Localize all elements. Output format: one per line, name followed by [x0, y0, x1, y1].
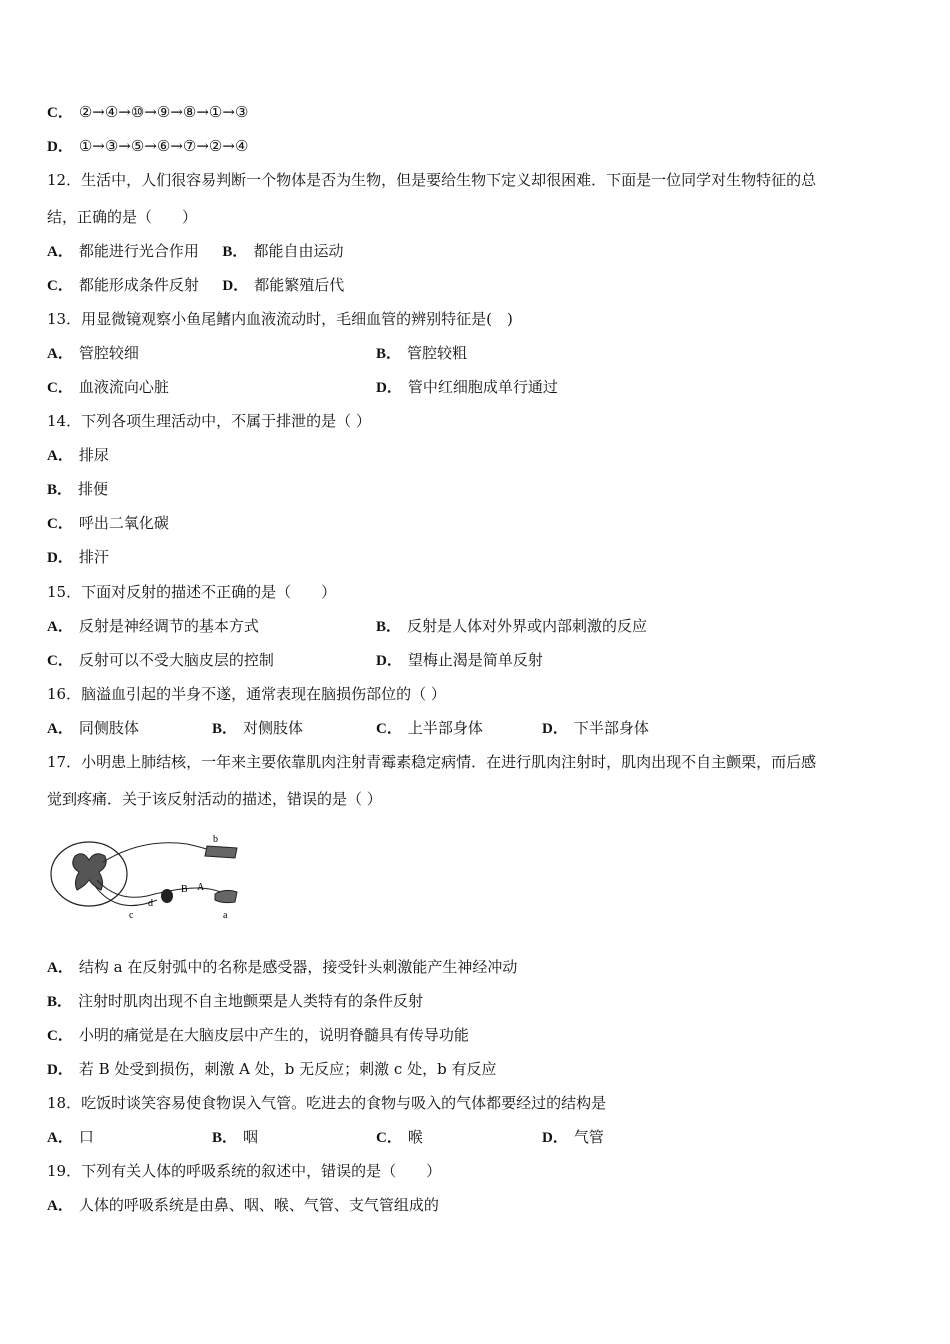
option-c: C． 上半部身体	[376, 719, 483, 737]
option-a-text: 都能进行光合作用	[78, 242, 199, 260]
question-14-stem: 14．下列各项生理活动中，不属于排泄的是（ ）	[47, 412, 371, 430]
option-a: A． 人体的呼吸系统是由鼻、咽、喉、气管、支气管组成的	[47, 1196, 439, 1214]
option-d: D． 下半部身体	[542, 719, 649, 737]
afferent-nerve	[97, 880, 225, 897]
question-17-stem-cont: 觉到疼痛．关于该反射活动的描述，错误的是（ ）	[47, 790, 382, 808]
option-a: A． 口	[47, 1128, 94, 1146]
option-a: A． 反射是神经调节的基本方式	[47, 617, 259, 635]
label-A: A	[197, 882, 205, 893]
label-c: c	[129, 910, 134, 921]
option-d: D． 排汗	[47, 548, 109, 566]
question-13-stem: 13．用显微镜观察小鱼尾鳍内血液流动时，毛细血管的辨别特征是( )	[47, 310, 513, 328]
option-d-text: 都能繁殖后代	[254, 276, 345, 294]
label-a: a	[223, 910, 228, 921]
label-d: d	[148, 898, 153, 909]
question-18-stem: 18．吃饭时谈笑容易使食物误入气管。吃进去的食物与吸入的气体都要经过的结构是	[47, 1094, 607, 1112]
option-a: A． 同侧肢体	[47, 719, 139, 737]
option-c: C． ②→④→⑩→⑨→⑧→①→③	[47, 103, 249, 121]
option-b: B． 注射时肌肉出现不自主地颤栗是人类特有的条件反射	[47, 992, 424, 1010]
option-b: B． 反射是人体对外界或内部刺激的反应	[376, 617, 648, 635]
label-B: B	[181, 884, 188, 895]
option-c: C． 血液流向心脏	[47, 378, 169, 396]
option-a: A． 结构 a 在反射弧中的名称是感受器，接受针头刺激能产生神经冲动	[47, 958, 518, 976]
question-12-options-cd: C． 都能形成条件反射 D． 都能繁殖后代	[47, 276, 345, 294]
option-c: C． 喉	[376, 1128, 423, 1146]
reflex-arc-diagram	[47, 830, 247, 922]
receptor-skin	[215, 890, 237, 902]
option-c: C． 呼出二氧化碳	[47, 514, 169, 532]
question-15-stem: 15．下面对反射的描述不正确的是（ ）	[47, 583, 337, 601]
option-d: D． 管中红细胞成单行通过	[376, 378, 558, 396]
question-12-options-ab: A． 都能进行光合作用 B． 都能自由运动	[47, 242, 344, 260]
option-a: A． 排尿	[47, 446, 109, 464]
question-19-stem: 19．下列有关人体的呼吸系统的叙述中，错误的是（ ）	[47, 1162, 442, 1180]
question-16-stem: 16．脑溢血引起的半身不遂，通常表现在脑损伤部位的（ ）	[47, 685, 446, 703]
option-c: C． 小明的痛觉是在大脑皮层中产生的，说明脊髓具有传导功能	[47, 1026, 469, 1044]
option-b-text: 都能自由运动	[253, 242, 344, 260]
option-c-text: 都能形成条件反射	[78, 276, 199, 294]
option-c: C． 反射可以不受大脑皮层的控制	[47, 651, 274, 669]
option-d: D． 望梅止渴是简单反射	[376, 651, 543, 669]
option-d: D． ①→③→⑤→⑥→⑦→②→④	[47, 137, 249, 155]
efferent-nerve	[103, 843, 215, 862]
option-b: B． 排便	[47, 480, 109, 498]
question-12-stem-cont: 结，正确的是（ ）	[47, 208, 198, 226]
option-b: B． 咽	[212, 1128, 259, 1146]
ganglion	[161, 889, 173, 903]
option-b: B． 对侧肢体	[212, 719, 304, 737]
question-17-stem: 17．小明患上肺结核，一年来主要依靠肌肉注射青霉素稳定病情．在进行肌肉注射时，肌肉出现不自主颤栗，而后感	[47, 753, 817, 771]
option-d: D． 若 B 处受到损伤，刺激 A 处，b 无反应；刺激 c 处，b 有反应	[47, 1060, 497, 1078]
option-a: A． 管腔较细	[47, 344, 139, 362]
label-b: b	[213, 834, 218, 845]
effector-muscle	[205, 846, 237, 858]
option-b: B． 管腔较粗	[376, 344, 468, 362]
option-d: D． 气管	[542, 1128, 604, 1146]
question-12-stem: 12．生活中，人们很容易判断一个物体是否为生物，但是要给生物下定义却很困难．下面是一位同学对生物特征的总	[47, 171, 817, 189]
